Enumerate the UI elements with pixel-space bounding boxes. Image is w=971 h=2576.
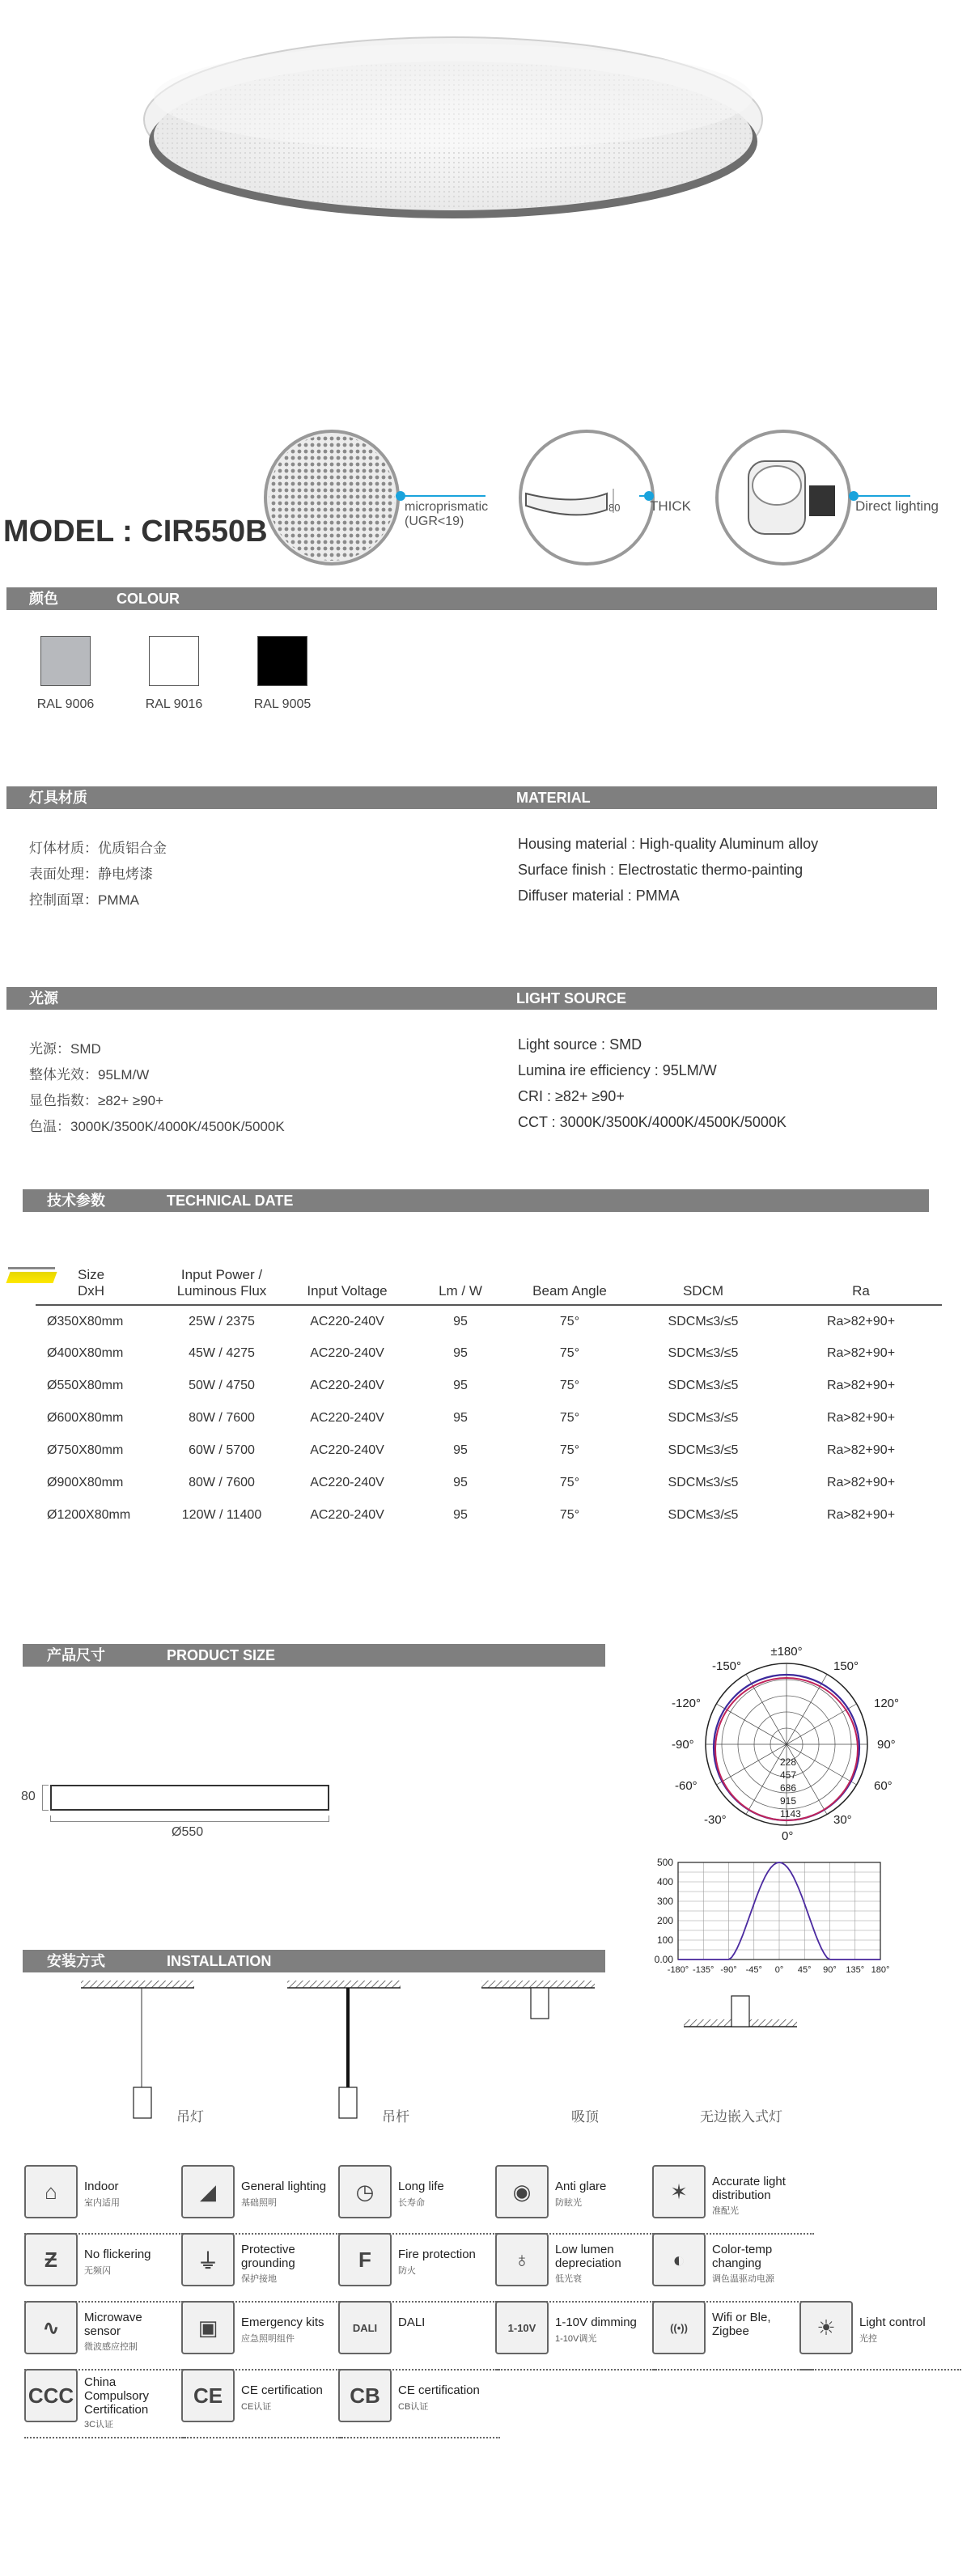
feature-grounding <box>181 2233 343 2303</box>
chart-x-tick-label: 0° <box>774 1965 784 1975</box>
table-cell-ra: Ra>82+90+ <box>826 1443 896 1457</box>
table-cell-lmw: 95 <box>453 1443 468 1457</box>
chart-y-tick-label: 300 <box>656 1896 673 1907</box>
swatch-ral-9016 <box>149 636 199 686</box>
feature-label-line: Low lumen <box>555 2243 614 2256</box>
feature-ccc <box>24 2369 186 2438</box>
swatch-ral-9006 <box>40 636 91 686</box>
feature-label-line: Fire protection <box>398 2248 476 2261</box>
feature-label-line: Emergency kits <box>241 2315 324 2329</box>
table-cell-voltage: AC220-240V <box>310 1379 384 1392</box>
feature-label-cn: CB认证 <box>398 2402 429 2412</box>
feature-label-line: Compulsory <box>84 2389 150 2403</box>
feature-label-line: depreciation <box>555 2256 621 2270</box>
no-flicker-icon: Ƶ <box>24 2233 78 2286</box>
table-cell-lmw: 95 <box>453 1314 468 1328</box>
sensor-icon: ∿ <box>24 2301 78 2354</box>
table-row <box>36 1467 942 1499</box>
thick-label: THICK <box>650 498 691 514</box>
feature-dali <box>338 2301 500 2371</box>
table-cell-sdcm: SDCM≤3/≤5 <box>668 1476 739 1489</box>
table-cell-voltage: AC220-240V <box>310 1314 384 1328</box>
installation-diagrams <box>0 1974 971 2160</box>
feature-label-cn: 3C认证 <box>84 2420 114 2430</box>
feature-label-line: Wifi or Ble, <box>712 2311 771 2324</box>
feature-divider <box>652 2301 814 2303</box>
feature-label <box>241 2180 326 2193</box>
feature-label <box>398 2180 444 2193</box>
table-cell-lmw: 95 <box>453 1346 468 1360</box>
direct-lighting-label: Direct lighting <box>855 498 939 514</box>
light-source-cn-line: 显色指数：≥82+ ≥90+ <box>29 1093 164 1108</box>
feature-label-cn: 1-10V调光 <box>555 2334 597 2344</box>
chart-x-tick-label: -90° <box>720 1965 737 1975</box>
feature-divider <box>24 2437 186 2438</box>
feature-label-cn: 应急照明组件 <box>241 2334 295 2344</box>
feature-bulb <box>495 2233 657 2303</box>
feature-divider <box>652 2233 814 2235</box>
feature-label-line: China <box>84 2375 117 2389</box>
feature-label-line: Microwave <box>84 2311 142 2324</box>
feature-label-line: Anti glare <box>555 2180 607 2193</box>
feature-divider <box>24 2301 186 2303</box>
table-cell-beam: 75° <box>559 1346 580 1360</box>
col-beam: Beam Angle <box>532 1283 607 1299</box>
feature-label-line: sensor <box>84 2324 121 2338</box>
table-cell-beam: 75° <box>559 1379 580 1392</box>
light-source-title-en: LIGHT SOURCE <box>516 990 627 1006</box>
feature-label-line: CE certification <box>398 2383 480 2397</box>
feature-label-line: grounding <box>241 2256 295 2270</box>
chart-y-tick-label: 0.00 <box>654 1954 673 1965</box>
table-cell-sdcm: SDCM≤3/≤5 <box>668 1346 739 1360</box>
table-cell-ra: Ra>82+90+ <box>826 1314 896 1328</box>
feature-label-line: DALI <box>398 2315 426 2329</box>
model-title: MODEL : CIR550B <box>3 515 268 549</box>
table-cell-lmw: 95 <box>453 1508 468 1522</box>
microprismatic-label: microprismatic (UGR<19) <box>405 500 489 528</box>
col-size: Size DxH <box>78 1267 105 1299</box>
table-row <box>36 1337 942 1370</box>
material-cn-line: 表面处理：静电烤漆 <box>29 866 153 882</box>
fire-protection-icon: F <box>338 2233 392 2286</box>
wifi-icon: ((•)) <box>652 2301 706 2354</box>
feature-dimming <box>495 2301 657 2371</box>
material-title-en: MATERIAL <box>516 790 591 806</box>
table-row <box>36 1499 942 1532</box>
light-control-icon: ☀ <box>799 2301 853 2354</box>
feature-divider <box>181 2233 343 2235</box>
colour-section-header <box>6 587 937 610</box>
chart-x-tick-label: -180° <box>667 1965 689 1975</box>
material-en-line: Surface finish : Electrostatic thermo-painting <box>518 862 804 878</box>
feature-label-line: distribution <box>712 2188 771 2202</box>
polar-angle-label: 0° <box>782 1829 794 1843</box>
material-en-line: Diffuser material : PMMA <box>518 888 680 904</box>
col-power: Input Power / Luminous Flux <box>176 1267 267 1299</box>
light-source-en-line: CCT : 3000K/3500K/4000K/4500K/5000K <box>518 1114 787 1130</box>
polar-angle-label: 120° <box>874 1697 900 1710</box>
polar-ring-label: 915 <box>780 1795 797 1807</box>
emergency-icon: ▣ <box>181 2301 235 2354</box>
feature-label-cn: 防眩光 <box>555 2198 582 2208</box>
product-side-view <box>50 1785 329 1811</box>
feature-label-cn: 微波感应控制 <box>84 2342 138 2352</box>
polar-angle-label: 150° <box>833 1659 859 1673</box>
feature-divider <box>338 2437 500 2438</box>
table-cell-ra: Ra>82+90+ <box>826 1508 896 1522</box>
material-section-header <box>6 786 937 809</box>
feature-label <box>84 2180 119 2193</box>
polar-ring-label: 228 <box>780 1756 797 1768</box>
polar-light-distribution <box>672 1638 922 1848</box>
feature-label-line: No flickering <box>84 2248 151 2261</box>
feature-house <box>24 2165 186 2235</box>
table-row <box>36 1434 942 1467</box>
swatch-label: RAL 9005 <box>253 697 312 711</box>
feature-divider <box>652 2369 814 2371</box>
feature-label <box>712 2243 772 2270</box>
installation-title-cn: 安装方式 <box>47 1953 105 1969</box>
feature-label-cn: 调色温驱动电源 <box>712 2274 774 2284</box>
feature-label-line: Color-temp <box>712 2243 773 2256</box>
table-header-row <box>36 1262 942 1305</box>
table-cell-beam: 75° <box>559 1476 580 1489</box>
feature-divider <box>24 2369 186 2371</box>
feature-light-distribution <box>652 2165 814 2235</box>
table-cell-lmw: 95 <box>453 1476 468 1489</box>
material-cn-line: 灯体材质：优质铝合金 <box>29 841 167 856</box>
install-recessed-label: 无边嵌入式灯 <box>700 2109 782 2125</box>
table-cell-beam: 75° <box>559 1508 580 1522</box>
table-cell-size: Ø400X80mm <box>47 1346 124 1360</box>
feature-divider <box>338 2301 500 2303</box>
table-row <box>36 1305 942 1337</box>
feature-label-line: Zigbee <box>712 2324 749 2338</box>
feature-label <box>712 2311 771 2338</box>
material-en-line: Housing material : High-quality Aluminum alloy <box>518 836 819 852</box>
chart-x-tick-label: 45° <box>797 1965 812 1975</box>
polar-angle-label: 60° <box>874 1779 893 1793</box>
swatch-ral-9005 <box>257 636 307 686</box>
lamp-hero-image <box>0 0 971 267</box>
eye-icon: ◉ <box>495 2165 549 2218</box>
table-cell-voltage: AC220-240V <box>310 1508 384 1522</box>
feature-color-temp <box>652 2233 814 2303</box>
feature-label-line: CE certification <box>241 2383 323 2397</box>
installation-section-header <box>23 1950 605 1972</box>
feature-label-line: Light control <box>859 2315 926 2329</box>
feature-label <box>712 2175 786 2202</box>
table-cell-ra: Ra>82+90+ <box>826 1411 896 1425</box>
swatch-label: RAL 9006 <box>36 697 95 711</box>
feature-fire-protection <box>338 2233 500 2303</box>
table-cell-sdcm: SDCM≤3/≤5 <box>668 1508 739 1522</box>
house-icon: ⌂ <box>24 2165 78 2218</box>
col-voltage: Input Voltage <box>307 1283 388 1299</box>
feature-label <box>398 2248 476 2261</box>
feature-divider <box>24 2233 186 2235</box>
feature-label-cn: 室内适用 <box>84 2198 120 2208</box>
feature-divider <box>181 2301 343 2303</box>
table-cell-voltage: AC220-240V <box>310 1346 384 1360</box>
chart-y-tick-label: 400 <box>656 1876 673 1888</box>
table-cell-lmw: 95 <box>453 1411 468 1425</box>
polar-angle-label: ±180° <box>770 1645 803 1659</box>
feature-label <box>84 2248 151 2261</box>
feature-general-lighting <box>181 2165 343 2235</box>
feature-label <box>555 2180 606 2193</box>
feature-label-cn: CE认证 <box>241 2402 272 2412</box>
polar-angle-label: 30° <box>833 1813 852 1827</box>
table-cell-lmw: 95 <box>453 1379 468 1392</box>
chart-x-tick-label: -135° <box>693 1965 714 1975</box>
feature-divider <box>181 2369 343 2371</box>
install-surface-label: 吸顶 <box>571 2109 599 2125</box>
clock-icon: ◷ <box>338 2165 392 2218</box>
table-cell-power: 80W / 7600 <box>189 1476 255 1489</box>
table-cell-beam: 75° <box>559 1411 580 1425</box>
feature-no-flicker <box>24 2233 186 2303</box>
product-size-title-en: PRODUCT SIZE <box>167 1647 276 1663</box>
feature-label-line: 1-10V dimming <box>555 2315 637 2329</box>
dali-icon: DALI <box>338 2301 392 2354</box>
feature-cb <box>338 2369 500 2438</box>
table-cell-power: 120W / 11400 <box>181 1508 262 1522</box>
feature-label-cn: 准配光 <box>712 2206 739 2216</box>
table-cell-ra: Ra>82+90+ <box>826 1346 896 1360</box>
feature-label-cn: 低光衰 <box>555 2274 582 2284</box>
feature-label-cn: 防火 <box>398 2266 416 2276</box>
feature-label <box>859 2315 926 2329</box>
feature-eye <box>495 2165 657 2235</box>
table-cell-size: Ø600X80mm <box>47 1411 124 1425</box>
light-source-en-line: Light source : SMD <box>518 1036 642 1053</box>
feature-label <box>555 2315 637 2329</box>
table-cell-ra: Ra>82+90+ <box>826 1476 896 1489</box>
table-cell-voltage: AC220-240V <box>310 1443 384 1457</box>
polar-angle-label: -60° <box>675 1779 698 1793</box>
table-cell-beam: 75° <box>559 1314 580 1328</box>
chart-y-tick-label: 200 <box>656 1915 673 1926</box>
feature-emergency <box>181 2301 343 2371</box>
polar-angle-label: -30° <box>704 1813 727 1827</box>
polar-angle-label: -120° <box>672 1697 702 1710</box>
install-rod-label: 吊杆 <box>382 2109 409 2125</box>
polar-angle-label: -90° <box>672 1738 694 1752</box>
feature-label <box>398 2315 425 2329</box>
feature-label <box>398 2383 480 2397</box>
feature-label-line: Long life <box>398 2180 444 2193</box>
light-source-en-line: CRI : ≥82+ ≥90+ <box>518 1088 625 1104</box>
feature-clock <box>338 2165 500 2235</box>
chart-x-tick-label: 90° <box>823 1965 837 1975</box>
diameter-dimension-label: Ø550 <box>172 1825 204 1839</box>
installation-title-en: INSTALLATION <box>167 1953 272 1969</box>
feature-label-cn: 光控 <box>859 2334 877 2344</box>
feature-divider <box>181 2437 343 2438</box>
feature-label-line: General lighting <box>241 2180 327 2193</box>
chart-x-tick-label: -45° <box>745 1965 762 1975</box>
feature-label-cn: 保护接地 <box>241 2274 277 2284</box>
table-cell-power: 80W / 7600 <box>189 1411 255 1425</box>
thickness-dimension: 80 <box>608 502 621 514</box>
feature-label <box>241 2243 295 2270</box>
table-cell-power: 25W / 2375 <box>189 1314 255 1328</box>
swatch-label: RAL 9016 <box>145 697 203 711</box>
table-cell-voltage: AC220-240V <box>310 1411 384 1425</box>
feature-light-control <box>799 2301 961 2371</box>
table-cell-power: 50W / 4750 <box>189 1379 255 1392</box>
feature-sensor <box>24 2301 186 2371</box>
light-distribution-icon: ✶ <box>652 2165 706 2218</box>
col-ra: Ra <box>852 1283 870 1299</box>
diameter-dimension-line <box>50 1815 329 1822</box>
table-cell-sdcm: SDCM≤3/≤5 <box>668 1314 739 1328</box>
table-cell-sdcm: SDCM≤3/≤5 <box>668 1411 739 1425</box>
feature-label <box>241 2315 324 2329</box>
table-cell-power: 60W / 5700 <box>189 1443 255 1457</box>
table-cell-size: Ø1200X80mm <box>47 1508 131 1522</box>
col-lmw: Lm / W <box>439 1283 482 1299</box>
light-source-title-cn: 光源 <box>29 990 58 1006</box>
ce-icon: CE <box>181 2369 235 2422</box>
table-cell-size: Ø900X80mm <box>47 1476 124 1489</box>
polar-ring-label: 1143 <box>780 1808 801 1820</box>
colour-title-cn: 颜色 <box>29 591 58 607</box>
feature-label-line: Accurate light <box>712 2175 786 2188</box>
color-temp-icon: ◐ <box>652 2233 706 2286</box>
table-cell-voltage: AC220-240V <box>310 1476 384 1489</box>
product-size-section-header <box>23 1644 605 1667</box>
ccc-icon: CCC <box>24 2369 78 2422</box>
feature-divider <box>495 2233 657 2235</box>
polar-angle-label: 90° <box>877 1738 896 1752</box>
feature-label-line: Indoor <box>84 2180 119 2193</box>
light-source-cn-line: 色温：3000K/3500K/4000K/4500K/5000K <box>29 1119 285 1134</box>
feature-ce <box>181 2369 343 2438</box>
dimming-icon: 1-10V <box>495 2301 549 2354</box>
feature-wifi <box>652 2301 814 2371</box>
table-cell-sdcm: SDCM≤3/≤5 <box>668 1379 739 1392</box>
table-cell-size: Ø550X80mm <box>47 1379 124 1392</box>
chart-x-tick-label: 135° <box>846 1965 865 1975</box>
feature-divider <box>495 2369 657 2371</box>
feature-label-cn: 无频闪 <box>84 2266 111 2276</box>
bulb-icon: ♁ <box>495 2233 549 2286</box>
technical-title-en: TECHNICAL DATE <box>167 1193 294 1209</box>
table-cell-size: Ø750X80mm <box>47 1443 124 1457</box>
table-cell-sdcm: SDCM≤3/≤5 <box>668 1443 739 1457</box>
light-source-cn-line: 整体光效：95LM/W <box>29 1067 150 1083</box>
polar-ring-label: 457 <box>780 1769 797 1781</box>
table-cell-size: Ø350X80mm <box>47 1314 124 1328</box>
feature-label <box>84 2311 142 2338</box>
install-pendant-label: 吊灯 <box>176 2109 204 2125</box>
light-source-en-line: Lumina ire efficiency : 95LM/W <box>518 1062 717 1078</box>
feature-label <box>241 2383 323 2397</box>
feature-label-cn: 基础照明 <box>241 2198 277 2208</box>
table-row <box>36 1370 942 1402</box>
table-cell-ra: Ra>82+90+ <box>826 1379 896 1392</box>
col-sdcm: SDCM <box>682 1283 724 1299</box>
light-distribution-chart <box>647 1853 914 1990</box>
chart-y-tick-label: 500 <box>656 1857 673 1868</box>
technical-data-table <box>36 1262 942 1532</box>
feature-label-cn: 长寿命 <box>398 2198 425 2208</box>
feature-label <box>555 2243 621 2270</box>
light-source-cn-line: 光源：SMD <box>29 1041 101 1057</box>
chart-y-tick-label: 100 <box>656 1934 673 1946</box>
polar-angle-label: -150° <box>712 1659 742 1673</box>
feature-label-line: Certification <box>84 2403 149 2417</box>
feature-label-line: Protective <box>241 2243 295 2256</box>
table-cell-beam: 75° <box>559 1443 580 1457</box>
table-row <box>36 1402 942 1434</box>
feature-divider <box>338 2233 500 2235</box>
polar-ring-label: 686 <box>780 1782 797 1794</box>
grounding-icon: ⏚ <box>181 2233 235 2286</box>
feature-label-line: changing <box>712 2256 761 2270</box>
material-title-cn: 灯具材质 <box>29 790 87 806</box>
table-cell-power: 45W / 4275 <box>189 1346 255 1360</box>
height-dimension-line <box>42 1785 49 1811</box>
material-cn-line: 控制面罩：PMMA <box>29 892 139 908</box>
technical-section-header <box>23 1189 929 1212</box>
general-lighting-icon: ◢ <box>181 2165 235 2218</box>
feature-divider <box>338 2369 500 2371</box>
feature-divider <box>799 2369 961 2371</box>
product-size-title-cn: 产品尺寸 <box>47 1647 105 1663</box>
cb-icon: CB <box>338 2369 392 2422</box>
height-dimension-label: 80 <box>21 1790 36 1803</box>
chart-x-tick-label: 180° <box>871 1965 890 1975</box>
technical-title-cn: 技术参数 <box>47 1193 105 1209</box>
feature-label <box>84 2375 149 2417</box>
feature-divider <box>495 2301 657 2303</box>
light-source-section-header <box>6 987 937 1010</box>
colour-title-en: COLOUR <box>117 591 180 607</box>
